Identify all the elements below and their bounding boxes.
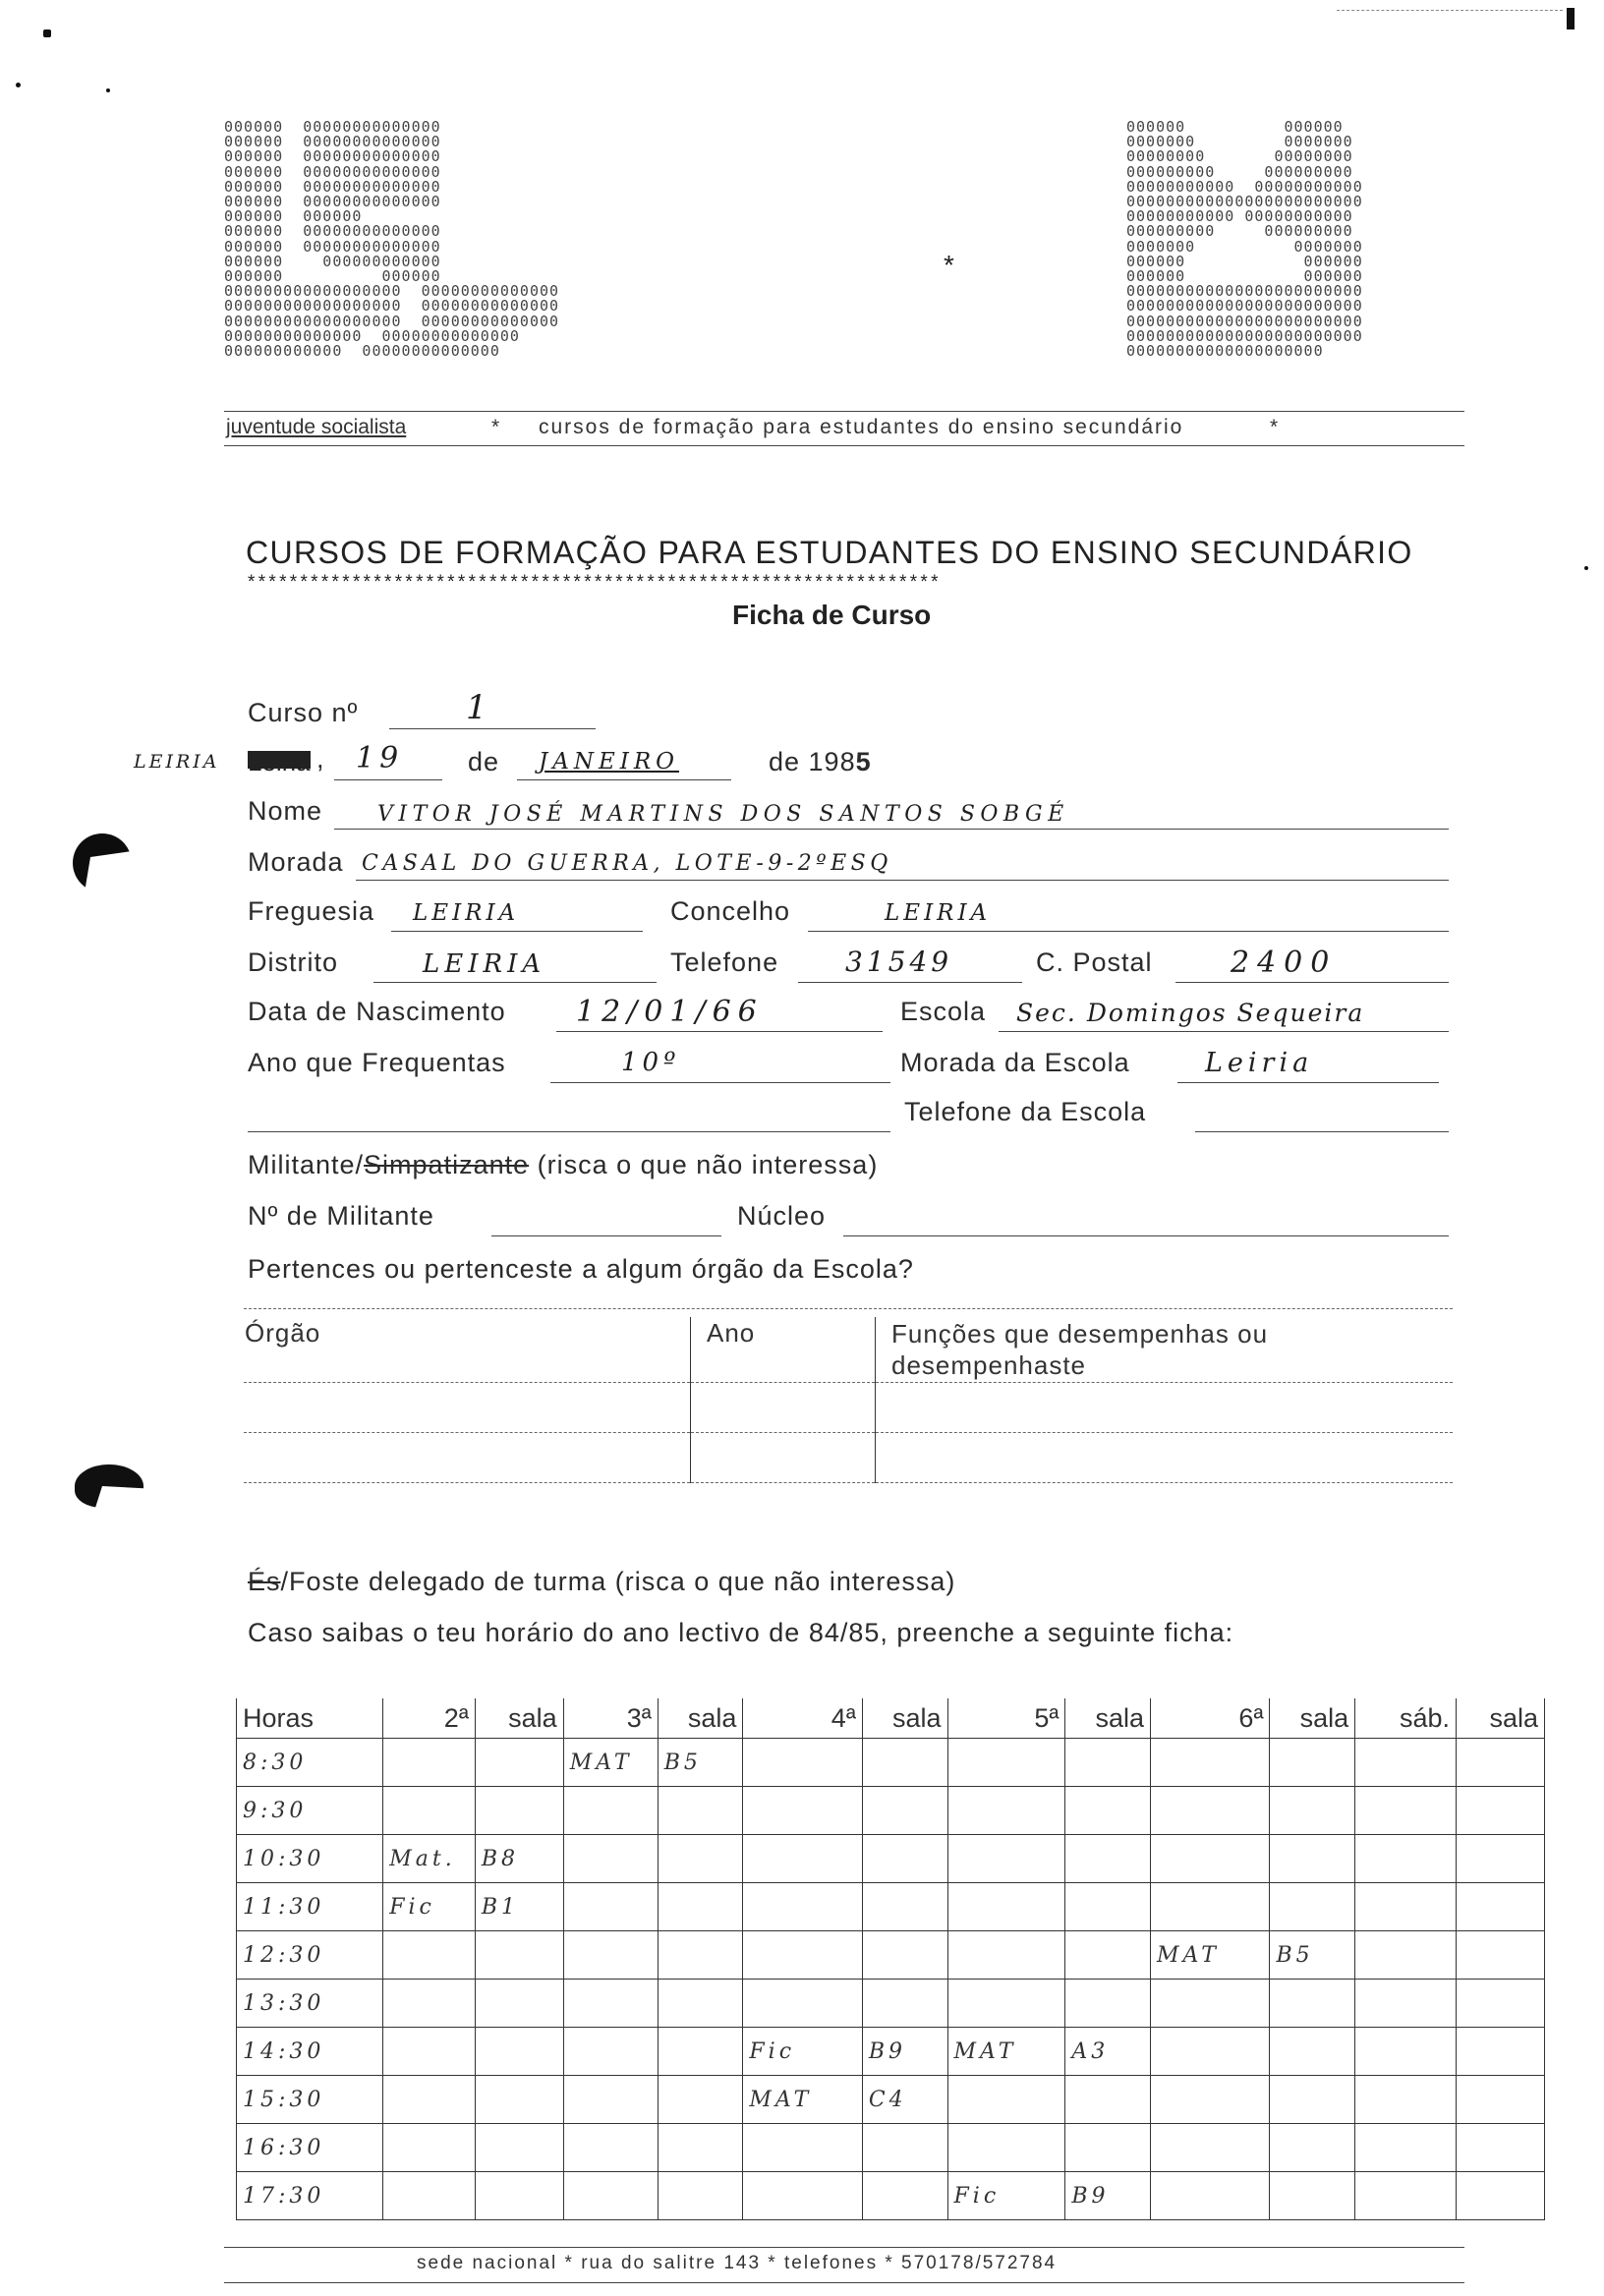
timetable-slot-cell[interactable] xyxy=(947,2124,1065,2172)
timetable-day-header: 4ª xyxy=(743,1698,862,1739)
timetable-slot-cell[interactable] xyxy=(743,2172,862,2220)
timetable-slot-cell[interactable] xyxy=(862,1883,947,1931)
timetable-slot-cell[interactable] xyxy=(658,2124,743,2172)
timetable-hour-cell: 8:30 xyxy=(237,1739,383,1787)
tel-escola-field[interactable] xyxy=(1195,1130,1449,1132)
timetable-slot-cell[interactable] xyxy=(743,1835,862,1883)
timetable-slot-cell[interactable] xyxy=(1270,1739,1355,1787)
timetable-slot-cell[interactable]: B9 xyxy=(862,2028,947,2076)
cpostal-value: 2400 xyxy=(1231,946,1338,980)
timetable-row xyxy=(237,1787,1545,1835)
orgao-cell[interactable] xyxy=(244,1383,691,1433)
timetable-slot-cell[interactable] xyxy=(1355,1739,1457,1787)
timetable-slot-cell[interactable] xyxy=(947,1787,1065,1835)
timetable-slot-cell[interactable] xyxy=(475,1739,563,1787)
timetable-day-header: sala xyxy=(1457,1698,1545,1739)
year-prefix: de 198 xyxy=(769,747,856,776)
timetable-day-header: sala xyxy=(862,1698,947,1739)
curso-label: Curso nº xyxy=(248,698,359,727)
scan-speck xyxy=(16,83,21,87)
timetable-slot-cell[interactable]: C4 xyxy=(862,2076,947,2124)
timetable-slot-cell[interactable] xyxy=(1065,1980,1151,2028)
timetable-slot-cell[interactable]: A3 xyxy=(1065,2028,1151,2076)
timetable-day-header: sala xyxy=(1065,1698,1151,1739)
escola-field[interactable] xyxy=(999,1030,1449,1032)
place-value: LEIRIA xyxy=(134,751,220,773)
ano-frequentas-field[interactable] xyxy=(550,1081,890,1083)
timetable-slot-cell[interactable] xyxy=(1355,1931,1457,1980)
place-struck: Leiria xyxy=(248,747,311,776)
cpostal-field[interactable] xyxy=(1175,981,1449,983)
timetable-slot-cell[interactable] xyxy=(1457,2124,1545,2172)
page-title: CURSOS DE FORMAÇÃO PARA ESTUDANTES DO ENSINO SECUNDÁRIO xyxy=(246,535,1413,570)
timetable-slot-cell[interactable] xyxy=(1270,1980,1355,2028)
timetable-slot-cell[interactable] xyxy=(947,1739,1065,1787)
timetable-hour-cell: 14:30 xyxy=(237,2028,383,2076)
nascimento-field[interactable] xyxy=(556,1030,883,1032)
timetable-slot-cell[interactable] xyxy=(1151,1980,1270,2028)
timetable-slot-cell[interactable] xyxy=(1355,2124,1457,2172)
timetable-slot-cell[interactable] xyxy=(862,2124,947,2172)
timetable-hour-cell: 10:30 xyxy=(237,1835,383,1883)
timetable-slot-cell[interactable] xyxy=(1355,2028,1457,2076)
timetable-slot-cell[interactable] xyxy=(658,1883,743,1931)
timetable-row xyxy=(237,1835,1545,1883)
timetable-slot-cell[interactable] xyxy=(563,1835,658,1883)
timetable-slot-cell[interactable] xyxy=(1065,1883,1151,1931)
timetable-hour-cell: 13:30 xyxy=(237,1980,383,2028)
timetable-slot-cell[interactable] xyxy=(1151,1739,1270,1787)
timetable-slot-cell[interactable] xyxy=(1065,1787,1151,1835)
timetable-slot-cell[interactable]: Fic xyxy=(383,1883,476,1931)
orgao-row[interactable] xyxy=(244,1433,1453,1483)
timetable-slot-cell[interactable] xyxy=(1151,2076,1270,2124)
de-label: de xyxy=(468,747,500,776)
timetable-slot-cell[interactable]: Fic xyxy=(743,2028,862,2076)
timetable-slot-cell[interactable] xyxy=(563,2172,658,2220)
orgao-cell[interactable] xyxy=(244,1433,691,1483)
freguesia-field[interactable] xyxy=(391,930,643,932)
timetable-slot-cell[interactable]: B8 xyxy=(475,1835,563,1883)
timetable-day-header: 6ª xyxy=(1151,1698,1270,1739)
timetable-day-header: 3ª xyxy=(563,1698,658,1739)
timetable-slot-cell[interactable] xyxy=(1270,2124,1355,2172)
js-logo-letter-s: 000000 000000 0000000 0000000 00000000 00000000 000000000 000000000 00000000000 00000000000 000000000000000000000000 00000000000 00000000000 000000000 000000000 0000000 0000000 000000 000000 000000 000000 000000000000000000000000 000000000000000000000000 000000000000000000000000 000000000000000000000000 00000000000000000000 xyxy=(1126,118,1363,361)
timetable-slot-cell[interactable] xyxy=(563,2076,658,2124)
timetable-slot-cell[interactable] xyxy=(383,1787,476,1835)
morada-value: CASAL DO GUERRA, LOTE-9-2ºESQ xyxy=(362,851,892,876)
timetable-slot-cell[interactable] xyxy=(1270,1787,1355,1835)
scan-speck xyxy=(43,29,51,37)
freguesia-value: LEIRIA xyxy=(413,900,520,926)
band-course-name: cursos de formação para estudantes do ensino secundário xyxy=(539,416,1184,438)
timetable-slot-cell[interactable] xyxy=(475,1787,563,1835)
timetable-slot-cell[interactable] xyxy=(947,2076,1065,2124)
timetable-slot-cell[interactable] xyxy=(383,2076,476,2124)
timetable-slot-cell[interactable] xyxy=(1355,1787,1457,1835)
distrito-field[interactable] xyxy=(373,981,657,983)
timetable-slot-cell[interactable] xyxy=(862,1931,947,1980)
concelho-field[interactable] xyxy=(808,930,1449,932)
funcoes-col-header: Funções que desempenhas ou desempenhaste xyxy=(876,1317,1454,1383)
timetable-day-header: sala xyxy=(658,1698,743,1739)
timetable-slot-cell[interactable] xyxy=(1457,2028,1545,2076)
band-star: * xyxy=(1270,416,1279,438)
timetable-row xyxy=(237,1980,1545,2028)
timetable-slot-cell[interactable] xyxy=(1355,2076,1457,2124)
page-subtitle: Ficha de Curso xyxy=(732,600,932,630)
timetable-slot-cell[interactable] xyxy=(1457,1980,1545,2028)
band-star: * xyxy=(491,416,500,438)
timetable-slot-cell[interactable] xyxy=(383,1980,476,2028)
timetable-row xyxy=(237,2124,1545,2172)
timetable-slot-cell[interactable] xyxy=(1355,2172,1457,2220)
delegado-struck: És xyxy=(248,1567,281,1596)
timetable-slot-cell[interactable] xyxy=(475,1931,563,1980)
nucleo-field[interactable] xyxy=(843,1234,1449,1236)
timetable-slot-cell[interactable] xyxy=(743,1739,862,1787)
timetable-slot-cell[interactable]: B5 xyxy=(1270,1931,1355,1980)
timetable-slot-cell[interactable] xyxy=(743,1931,862,1980)
timetable-hour-cell: 15:30 xyxy=(237,2076,383,2124)
timetable-day-header: sala xyxy=(475,1698,563,1739)
band-org-name: juventude socialista xyxy=(226,416,407,438)
cpostal-label: C. Postal xyxy=(1036,947,1153,977)
timetable-slot-cell[interactable] xyxy=(1065,1739,1151,1787)
timetable-row xyxy=(237,1883,1545,1931)
timetable-slot-cell[interactable] xyxy=(1457,2076,1545,2124)
timetable-slot-cell[interactable] xyxy=(1355,1835,1457,1883)
tel-escola-label: Telefone da Escola xyxy=(904,1097,1147,1126)
timetable-slot-cell[interactable] xyxy=(743,1883,862,1931)
curso-field[interactable] xyxy=(389,727,596,729)
timetable-slot-cell[interactable] xyxy=(1270,2076,1355,2124)
nome-field[interactable] xyxy=(334,828,1449,830)
timetable-slot-cell[interactable] xyxy=(1151,2172,1270,2220)
timetable-slot-cell[interactable] xyxy=(1151,1883,1270,1931)
delegado-line xyxy=(248,1567,955,1597)
timetable-slot-cell[interactable] xyxy=(862,2172,947,2220)
place-comma: , xyxy=(316,744,325,774)
timetable-hours-header: Horas xyxy=(237,1698,383,1739)
timetable-row xyxy=(237,2172,1545,2220)
telefone-field[interactable] xyxy=(798,981,1022,983)
timetable-slot-cell[interactable] xyxy=(1270,2172,1355,2220)
timetable-slot-cell[interactable] xyxy=(1457,1787,1545,1835)
timetable-slot-cell[interactable]: B5 xyxy=(658,1739,743,1787)
timetable-slot-cell[interactable]: Mat. xyxy=(383,1835,476,1883)
ano-cell[interactable] xyxy=(691,1383,876,1433)
curso-value: 1 xyxy=(466,688,492,727)
orgao-header-row xyxy=(244,1317,1453,1383)
timetable-slot-cell[interactable] xyxy=(563,2124,658,2172)
timetable-slot-cell[interactable]: B9 xyxy=(1065,2172,1151,2220)
timetable-slot-cell[interactable] xyxy=(658,2028,743,2076)
horario-question: Caso saibas o teu horário do ano lectivo de 84/85, preenche a seguinte ficha: xyxy=(248,1618,1234,1647)
timetable-slot-cell[interactable] xyxy=(1270,1835,1355,1883)
orgao-question: Pertences ou pertenceste a algum órgão da Escola? xyxy=(248,1254,914,1284)
timetable-slot-cell[interactable] xyxy=(1457,1739,1545,1787)
nascimento-value: 12/01/66 xyxy=(576,995,764,1029)
timetable-hour-cell: 9:30 xyxy=(237,1787,383,1835)
scan-speck xyxy=(106,88,110,92)
month-value: JANEIRO xyxy=(539,749,680,775)
ano-frequentas-label: Ano que Frequentas xyxy=(248,1048,506,1077)
timetable-slot-cell[interactable] xyxy=(475,1980,563,2028)
timetable-slot-cell[interactable]: Fic xyxy=(947,2172,1065,2220)
morada-escola-value: Leiria xyxy=(1205,1048,1314,1078)
concelho-label: Concelho xyxy=(670,896,791,926)
ano-cell[interactable] xyxy=(691,1433,876,1483)
year-digit: 5 xyxy=(855,747,872,776)
timetable-slot-cell[interactable] xyxy=(658,1787,743,1835)
timetable-hour-cell: 17:30 xyxy=(237,2172,383,2220)
timetable-day-header: 5ª xyxy=(947,1698,1065,1739)
logo-star: * xyxy=(944,250,954,280)
distrito-value: LEIRIA xyxy=(423,949,546,979)
timetable-hour-cell: 12:30 xyxy=(237,1931,383,1980)
morada-field[interactable] xyxy=(356,879,1449,881)
escola-value: Sec. Domingos Sequeira xyxy=(1016,999,1365,1027)
nome-value: VITOR JOSÉ MARTINS DOS SANTOS SOBGÉ xyxy=(377,802,1069,827)
timetable-slot-cell[interactable] xyxy=(1270,2028,1355,2076)
freguesia-label: Freguesia xyxy=(248,896,375,926)
orgao-table xyxy=(244,1317,1453,1483)
nucleo-label: Núcleo xyxy=(737,1201,827,1231)
concelho-value: LEIRIA xyxy=(885,900,992,926)
logo-band xyxy=(224,411,1464,446)
timetable-slot-cell[interactable] xyxy=(563,1883,658,1931)
militante-line xyxy=(248,1150,878,1180)
timetable-slot-cell[interactable] xyxy=(947,1883,1065,1931)
timetable-slot-cell[interactable]: MAT xyxy=(947,2028,1065,2076)
funcoes-cell[interactable] xyxy=(876,1383,1454,1433)
timetable-slot-cell[interactable] xyxy=(1270,1883,1355,1931)
timetable-slot-cell[interactable] xyxy=(1457,1931,1545,1980)
timetable-slot-cell[interactable] xyxy=(475,2172,563,2220)
timetable-slot-cell[interactable] xyxy=(383,2172,476,2220)
timetable-slot-cell[interactable] xyxy=(1457,2172,1545,2220)
title-star-rule: ****************************************************************** xyxy=(248,572,942,593)
footer-rule xyxy=(224,2282,1464,2283)
timetable-day-header: 2ª xyxy=(383,1698,476,1739)
year-label xyxy=(769,747,872,777)
militante-label: Militante/ xyxy=(248,1150,365,1179)
timetable-slot-cell[interactable] xyxy=(862,1835,947,1883)
morada-escola-label: Morada da Escola xyxy=(900,1048,1130,1077)
month-field[interactable] xyxy=(517,778,731,780)
timetable-slot-cell[interactable] xyxy=(475,2028,563,2076)
escola-label: Escola xyxy=(900,997,987,1026)
timetable-slot-cell[interactable] xyxy=(563,2028,658,2076)
ano-frequentas-value: 10º xyxy=(621,1048,681,1077)
timetable-slot-cell[interactable]: MAT xyxy=(743,2076,862,2124)
timetable-slot-cell[interactable] xyxy=(658,2172,743,2220)
timetable-slot-cell[interactable] xyxy=(383,1739,476,1787)
timetable-slot-cell[interactable] xyxy=(1151,1835,1270,1883)
timetable-row xyxy=(237,2076,1545,2124)
timetable-row xyxy=(237,1739,1545,1787)
nome-label: Nome xyxy=(248,796,323,826)
timetable-slot-cell[interactable] xyxy=(1065,2124,1151,2172)
militante-note: (risca o que não interessa) xyxy=(529,1150,879,1179)
timetable-slot-cell[interactable] xyxy=(947,1980,1065,2028)
day-value: 19 xyxy=(356,741,404,775)
timetable-slot-cell[interactable] xyxy=(383,2028,476,2076)
delegado-text: /Foste delegado de turma (risca o que não interessa) xyxy=(280,1567,956,1596)
timetable-slot-cell[interactable] xyxy=(947,1835,1065,1883)
timetable-hour-cell: 16:30 xyxy=(237,2124,383,2172)
timetable-slot-cell[interactable] xyxy=(1065,1931,1151,1980)
orgao-col-header: Órgão xyxy=(244,1317,691,1383)
funcoes-cell[interactable] xyxy=(876,1433,1454,1483)
distrito-label: Distrito xyxy=(248,947,339,977)
timetable-slot-cell[interactable] xyxy=(475,2124,563,2172)
morada-label: Morada xyxy=(248,847,344,877)
timetable-slot-cell[interactable] xyxy=(1355,1980,1457,2028)
timetable-slot-cell[interactable] xyxy=(1151,2124,1270,2172)
scan-edge-line xyxy=(1337,10,1563,11)
footer-rule xyxy=(224,2247,1464,2248)
timetable-slot-cell[interactable] xyxy=(563,1787,658,1835)
timetable-hour-cell: 11:30 xyxy=(237,1883,383,1931)
orgao-row[interactable] xyxy=(244,1383,1453,1433)
simpatizante-struck: Simpatizante xyxy=(364,1150,530,1179)
ano-col-header: Ano xyxy=(691,1317,876,1383)
timetable-row xyxy=(237,2028,1545,2076)
timetable-slot-cell[interactable] xyxy=(1457,1835,1545,1883)
timetable-slot-cell[interactable] xyxy=(1355,1883,1457,1931)
timetable-slot-cell[interactable]: MAT xyxy=(1151,1931,1270,1980)
timetable-slot-cell[interactable] xyxy=(862,1739,947,1787)
punch-hole-mark xyxy=(75,1464,143,1508)
nascimento-label: Data de Nascimento xyxy=(248,997,506,1026)
timetable-slot-cell[interactable] xyxy=(862,1980,947,2028)
day-field[interactable] xyxy=(334,778,442,780)
timetable-slot-cell[interactable] xyxy=(743,1980,862,2028)
scan-speck xyxy=(1567,8,1575,29)
timetable-slot-cell[interactable] xyxy=(1151,2028,1270,2076)
timetable-slot-cell[interactable] xyxy=(947,1931,1065,1980)
timetable-row xyxy=(237,1931,1545,1980)
timetable-slot-cell[interactable] xyxy=(1065,2076,1151,2124)
punch-hole-mark xyxy=(73,833,132,892)
timetable-slot-cell[interactable]: B1 xyxy=(475,1883,563,1931)
timetable-day-header: sala xyxy=(1270,1698,1355,1739)
timetable-slot-cell[interactable] xyxy=(658,1931,743,1980)
timetable-day-header: sáb. xyxy=(1355,1698,1457,1739)
timetable-slot-cell[interactable] xyxy=(563,1980,658,2028)
orgao-rule xyxy=(244,1307,1453,1309)
footer-address: sede nacional * rua do salitre 143 * telefones * 570178/572784 xyxy=(417,2253,1058,2273)
timetable-slot-cell[interactable] xyxy=(658,1835,743,1883)
timetable-slot-cell[interactable] xyxy=(383,2124,476,2172)
timetable-slot-cell[interactable] xyxy=(862,1787,947,1835)
morada-escola-field[interactable] xyxy=(1177,1081,1439,1083)
timetable-slot-cell[interactable] xyxy=(743,1787,862,1835)
telefone-label: Telefone xyxy=(670,947,779,977)
num-militante-field[interactable] xyxy=(491,1234,721,1236)
js-logo-letter-j: 000000 00000000000000 000000 00000000000000 000000 00000000000000 000000 00000000000000 000000 00000000000000 000000 00000000000000 000000 000000 000000 00000000000000 000000 00000000000000 000000 000000000000 000000 000000 000000000000000000 00000000000000 000000000000000000 00000000000000 000000000000000000 00000000000000 00000000000000 00000000000000 000000000000 00000000000000 xyxy=(224,118,560,361)
scan-speck xyxy=(1584,566,1588,570)
timetable-slot-cell[interactable] xyxy=(383,1931,476,1980)
telefone-value: 31549 xyxy=(845,946,953,978)
timetable-slot-cell[interactable] xyxy=(658,2076,743,2124)
timetable xyxy=(236,1698,1545,2220)
timetable-slot-cell[interactable] xyxy=(1151,1787,1270,1835)
timetable-slot-cell[interactable] xyxy=(475,2076,563,2124)
timetable-slot-cell[interactable]: MAT xyxy=(563,1739,658,1787)
timetable-slot-cell[interactable] xyxy=(563,1931,658,1980)
num-militante-label: Nº de Militante xyxy=(248,1201,434,1231)
tel-escola-blank-line[interactable] xyxy=(248,1130,890,1132)
timetable-header-row xyxy=(237,1698,1545,1739)
timetable-slot-cell[interactable] xyxy=(658,1980,743,2028)
timetable-slot-cell[interactable] xyxy=(1457,1883,1545,1931)
timetable-slot-cell[interactable] xyxy=(743,2124,862,2172)
timetable-slot-cell[interactable] xyxy=(1065,1835,1151,1883)
